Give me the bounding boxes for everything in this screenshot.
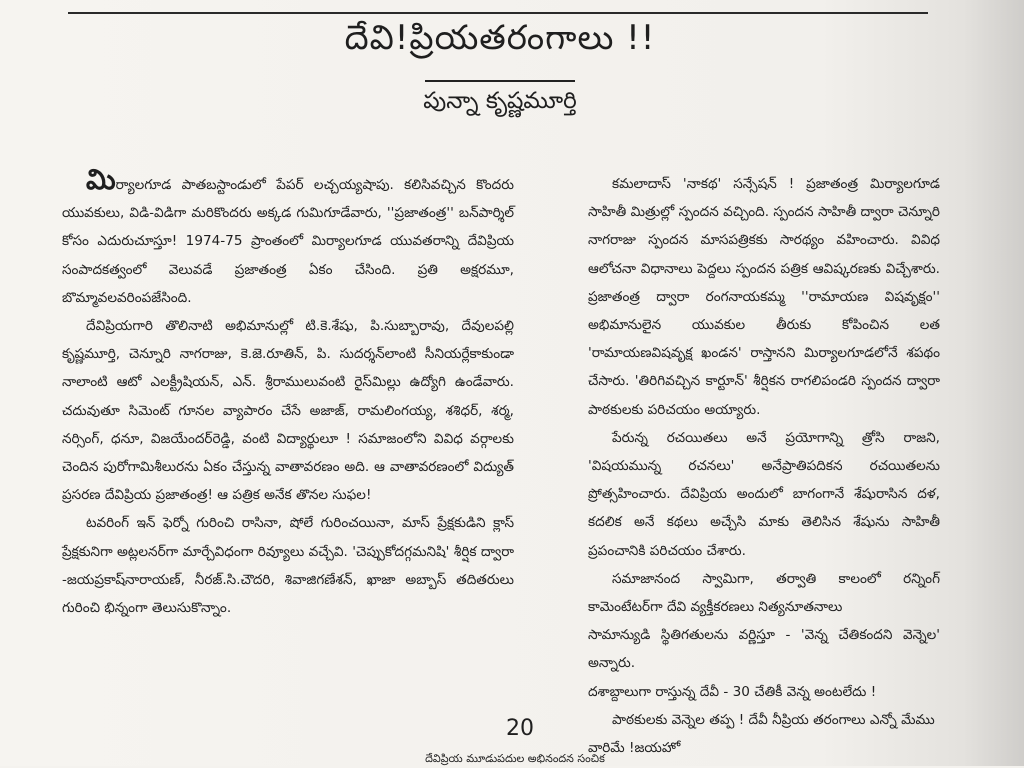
right-column: [588, 170, 940, 762]
author-underline: [425, 80, 575, 82]
paragraph: సామాన్యుడి స్థితిగతులను వర్ణిస్తూ - 'వెన్న చేతికందని వెన్నెల' అన్నారు.: [588, 627, 940, 672]
author-block: [0, 80, 1000, 120]
page-number: 20: [506, 716, 534, 741]
paragraph: దేవిప్రియగారి తొలినాటి అభిమానుల్లో టి.కె.శేషు, పి.సుబ్బారావు, దేవులపల్లి కృష్ణమూర్తి, చెన్నూరి నాగరాజు, కె.జె.రూతిన్, పి. సుదర్శన్‌లాంటి సీనియర్లేకాకుండా నాలాంటి ఆటో ఎలక్ట్రీషియన్, ఎన్. శ్రీరాములువంటి రైస్‌మిల్లు ఉద్యోగి ఉండేవారు. చదువుతూ సిమెంట్ గూనల వ్యాపారం చేసే అజాజ్, రామలింగయ్య, శశిధర్, శర్మ, నర్సింగ్, ధనూ, విజయేందర్‌రెడ్డి, వంటి విద్యార్థులూ ! సమాజంలోని వివిధ వర్గాలకు చెందిన పురోగామిశీలురను ఏకం చేస్తున్న వాతావరణం అది. ఆ వాతావరణంలో విద్యుత్ ప్రసరణ దేవిప్రియ ప్రజాతంత్ర! ఆ పత్రిక అనేక తొనల సుఫల!: [62, 318, 514, 504]
paragraph: పేరున్న రచయితలు అనే ప్రయోగాన్ని త్రోసి రాజని, 'విషయమున్న రచనలు' అనేప్రాతిపదికన రచయితలను ప్రోత్సహించారు. దేవిప్రియ అందులో బాగంగానే శేషురాసిన దళ, కదలిక అనే కథలు అచ్చేసి మాకు తెలిసిన శేషును సాహితీ ప్రపంచానికి పరిచయం చేశారు.: [588, 429, 940, 559]
paragraph: మిర్యాలగూడ పాతబస్టాండులో పేపర్ లచ్చయ్యషాపు. కలిసివచ్చిన కొందరు యువకులు, విడి-విడిగా మరికొందరు అక్కడ గుమిగూడేవారు, ''ప్రజాతంత్ర'' బన్‌పార్శిల్ కోసం ఎదురుచూస్తూ! 1974-75 ప్రాంతంలో మిర్యాలగూడ యువతరాన్ని దేవిప్రియ సంపాదకత్వంలో వెలువడే ప్రజాతంత్ర ఏకం చేసింది. ప్రతి అక్షరమూ, బొమ్మావలవరింపజేసింది.: [62, 163, 514, 306]
paragraph: కమలాదాస్ 'నాకథ' సన్సేషన్ ! ప్రజాతంత్ర మిర్యాలగూడ సాహితీ మిత్రుల్లో స్పందన వచ్చింది. స్పందన సాహితీ ద్వారా చెన్నూరి నాగరాజు స్పందన మాసపత్రికకు సారథ్యం వహించారు. వివిధ ఆలోచనా విధానాలు పెద్దలు స్పందన పత్రిక ఆవిష్కరణకు విచ్చేశారు. ప్రజాతంత్ర ద్వారా రంగనాయకమ్మ ''రామాయణ విషవృక్షం'' అభిమానులైన యువకుల తీరుకు కోపించిన లత 'రామాయణవిషవృక్ష ఖండన' రాస్తానని మిర్యాలగూడలోనే శపథం చేసారు. 'తిరిగివచ్చిన కార్టూన్' శీర్షికన రాగలిపండరి స్పందన ద్వారా పాఠకులకు పరిచయం అయ్యారు.: [588, 176, 940, 418]
page-footer: దేవిప్రియ మూడుపదుల అభినందన సంచిక: [425, 752, 605, 765]
article-title: దేవి!ప్రియతరంగాలు !!: [344, 18, 656, 58]
paragraph: సమాజానంద స్వామిగా, తర్వాతి కాలంలో రన్నింగ్ కామెంటేటర్‌గా దేవి వ్యక్తీకరణలు నిత్యనూతనాలు: [588, 570, 940, 616]
dropcap: మి: [86, 163, 116, 196]
paragraph: టవరింగ్ ఇన్ ఫెర్నో గురించి రాసినా, షోలే గురించయినా, మాస్ ప్రేక్షకుడిని క్లాస్ ప్రేక్షకునిగా అట్లలనర్‌గా మార్చేవిధంగా రివ్యూలు వచ్చేవి. 'చెప్పుకోదగ్గమనిషి' శీర్షిక ద్వారా -జయప్రకాష్‌నారాయణ్, నీరజ్.సి.చౌదరి, శివాజిగణేశన్, ఖాజా అబ్బాస్ తదితరులు గురించి భిన్నంగా తెలుసుకొన్నాం.: [62, 515, 514, 617]
paragraph: దశాబ్దాలుగా రాస్తున్న దేవీ - 30 చేతికీ వెన్న అంటలేదు !: [588, 683, 877, 700]
author-name: పున్నా కృష్ణమూర్తి: [423, 88, 577, 114]
left-column: [62, 163, 514, 622]
paragraph: పాఠకులకు వెన్నెల తప్ప ! దేవీ నీప్రియ తరంగాలు ఎన్నో మేము: [612, 711, 935, 728]
top-rule: [68, 12, 928, 14]
paragraph: వారిమే !జయహో: [588, 740, 681, 757]
